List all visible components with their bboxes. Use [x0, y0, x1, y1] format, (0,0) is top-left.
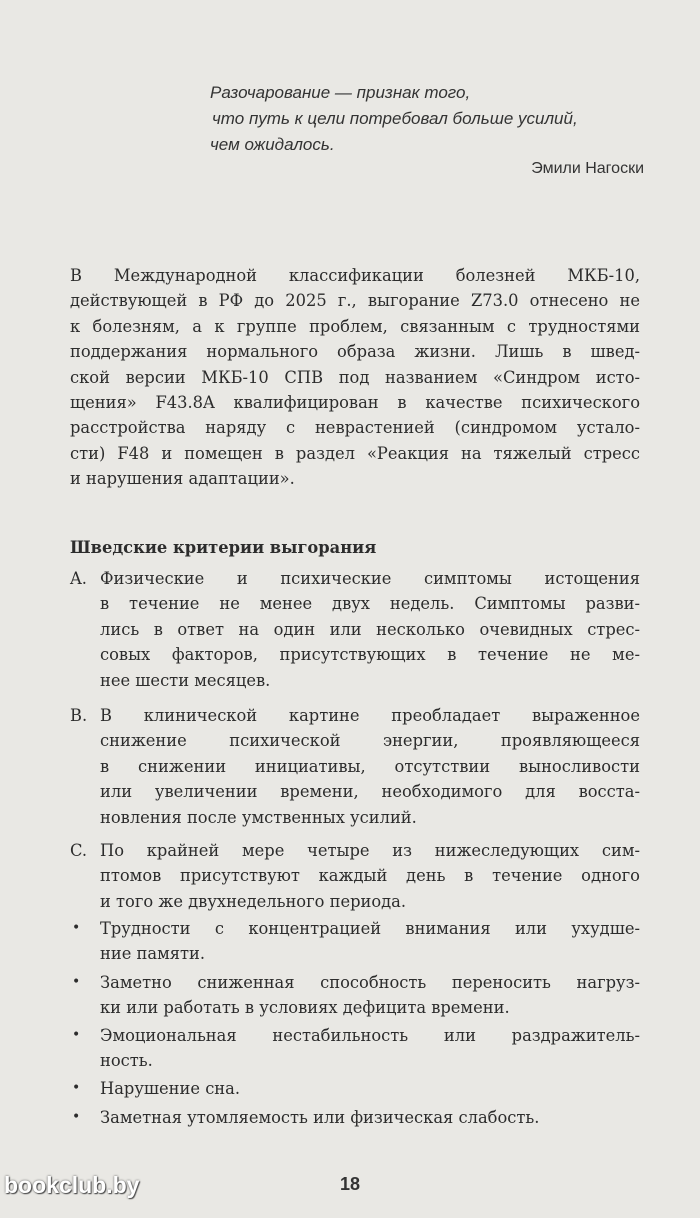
symptom-bullet	[70, 970, 640, 1021]
criterion-a	[70, 566, 640, 693]
criterion-line: в снижении инициативы, отсутствии выносливости	[100, 756, 640, 776]
paragraph-line: сти) F48 и помещен в раздел «Реакция на тяжелый стресс	[70, 443, 640, 463]
bullet-line: ние памяти.	[100, 944, 206, 964]
bullet-line: ки или работать в условиях дефицита времени.	[100, 998, 510, 1018]
bullet-line: ность.	[100, 1051, 153, 1071]
bullet-marker: •	[72, 1080, 81, 1096]
criterion-line: совых факторов, присутствующих в течение не ме-	[100, 645, 640, 665]
bullet-marker: •	[72, 920, 81, 936]
paragraph-line: к болезням, а к группе проблем, связанным с трудностями	[70, 316, 640, 336]
bullet-line: Заметно сниженная способность переносить нагруз-	[100, 973, 640, 992]
criterion-line: птомов присутствуют каждый день в течение одного	[100, 866, 640, 886]
criterion-line: Физические и психические симптомы истощения	[100, 569, 640, 588]
bullet-marker: •	[72, 974, 81, 990]
epigraph-author: Эмили Нагоски	[531, 160, 644, 177]
bullet-marker: •	[72, 1109, 81, 1125]
bullet-line: Трудности с концентрацией внимания или ухудше-	[100, 919, 640, 938]
criterion-line: в течение не менее двух недель. Симптомы разви-	[100, 594, 640, 614]
criterion-b	[70, 703, 640, 830]
criterion-line: снижение психической энергии, проявляющееся	[100, 731, 640, 751]
epigraph-line: Разочарование — признак того,	[210, 83, 471, 102]
epigraph-line: чем ожидалось.	[210, 135, 335, 154]
paragraph-line: ской версии МКБ-10 СПВ под названием «Синдром исто-	[70, 367, 640, 387]
criterion-line: и того же двухнедельного периода.	[100, 891, 407, 911]
paragraph-line: поддержания нормального образа жизни. Лишь в швед-	[70, 342, 640, 362]
criterion-line: или увеличении времени, необходимого для восста-	[100, 782, 640, 802]
criterion-c	[70, 838, 640, 914]
bullet-line: Нарушение сна.	[100, 1079, 241, 1098]
bullet-line: Эмоциональная нестабильность или раздражитель-	[100, 1026, 640, 1045]
section-title: Шведские критерии выгорания	[70, 538, 377, 557]
paragraph-line: действующей в РФ до 2025 г., выгорание Z73.0 отнесено не	[70, 291, 640, 311]
criterion-marker: C.	[70, 841, 88, 860]
epigraph	[210, 80, 660, 158]
bullet-marker: •	[72, 1027, 81, 1043]
paragraph-line: В Международной классификации болезней МКБ-10,	[70, 266, 640, 285]
criterion-line: По крайней мере четыре из нижеследующих сим-	[100, 841, 640, 860]
watermark: bookclub.by	[4, 1172, 140, 1198]
criterion-marker: A.	[70, 569, 87, 588]
symptom-bullet	[70, 916, 640, 967]
paragraph-line: щения» F43.8A квалифицирован в качестве психического	[70, 393, 640, 413]
criterion-line: лись в ответ на один или несколько очевидных стрес-	[100, 619, 640, 639]
symptom-bullet	[70, 1023, 640, 1074]
paragraph-line: расстройства наряду с неврастенией (синдромом устало-	[70, 418, 640, 438]
page-number: 18	[339, 1174, 361, 1194]
criterion-line: нее шести месяцев.	[100, 670, 271, 690]
criterion-line: В клинической картине преобладает выраженное	[100, 706, 640, 725]
epigraph-line: что путь к цели потребовал больше усилий,	[212, 109, 578, 128]
criterion-line: новления после умственных усилий.	[100, 807, 417, 827]
bullet-line: Заметная утомляемость или физическая слабость.	[100, 1108, 540, 1127]
main-paragraph	[70, 263, 640, 492]
criterion-marker: B.	[70, 706, 88, 725]
symptom-bullet	[70, 1076, 640, 1101]
symptom-bullet	[70, 1105, 640, 1130]
paragraph-line: и нарушения адаптации».	[70, 469, 295, 489]
